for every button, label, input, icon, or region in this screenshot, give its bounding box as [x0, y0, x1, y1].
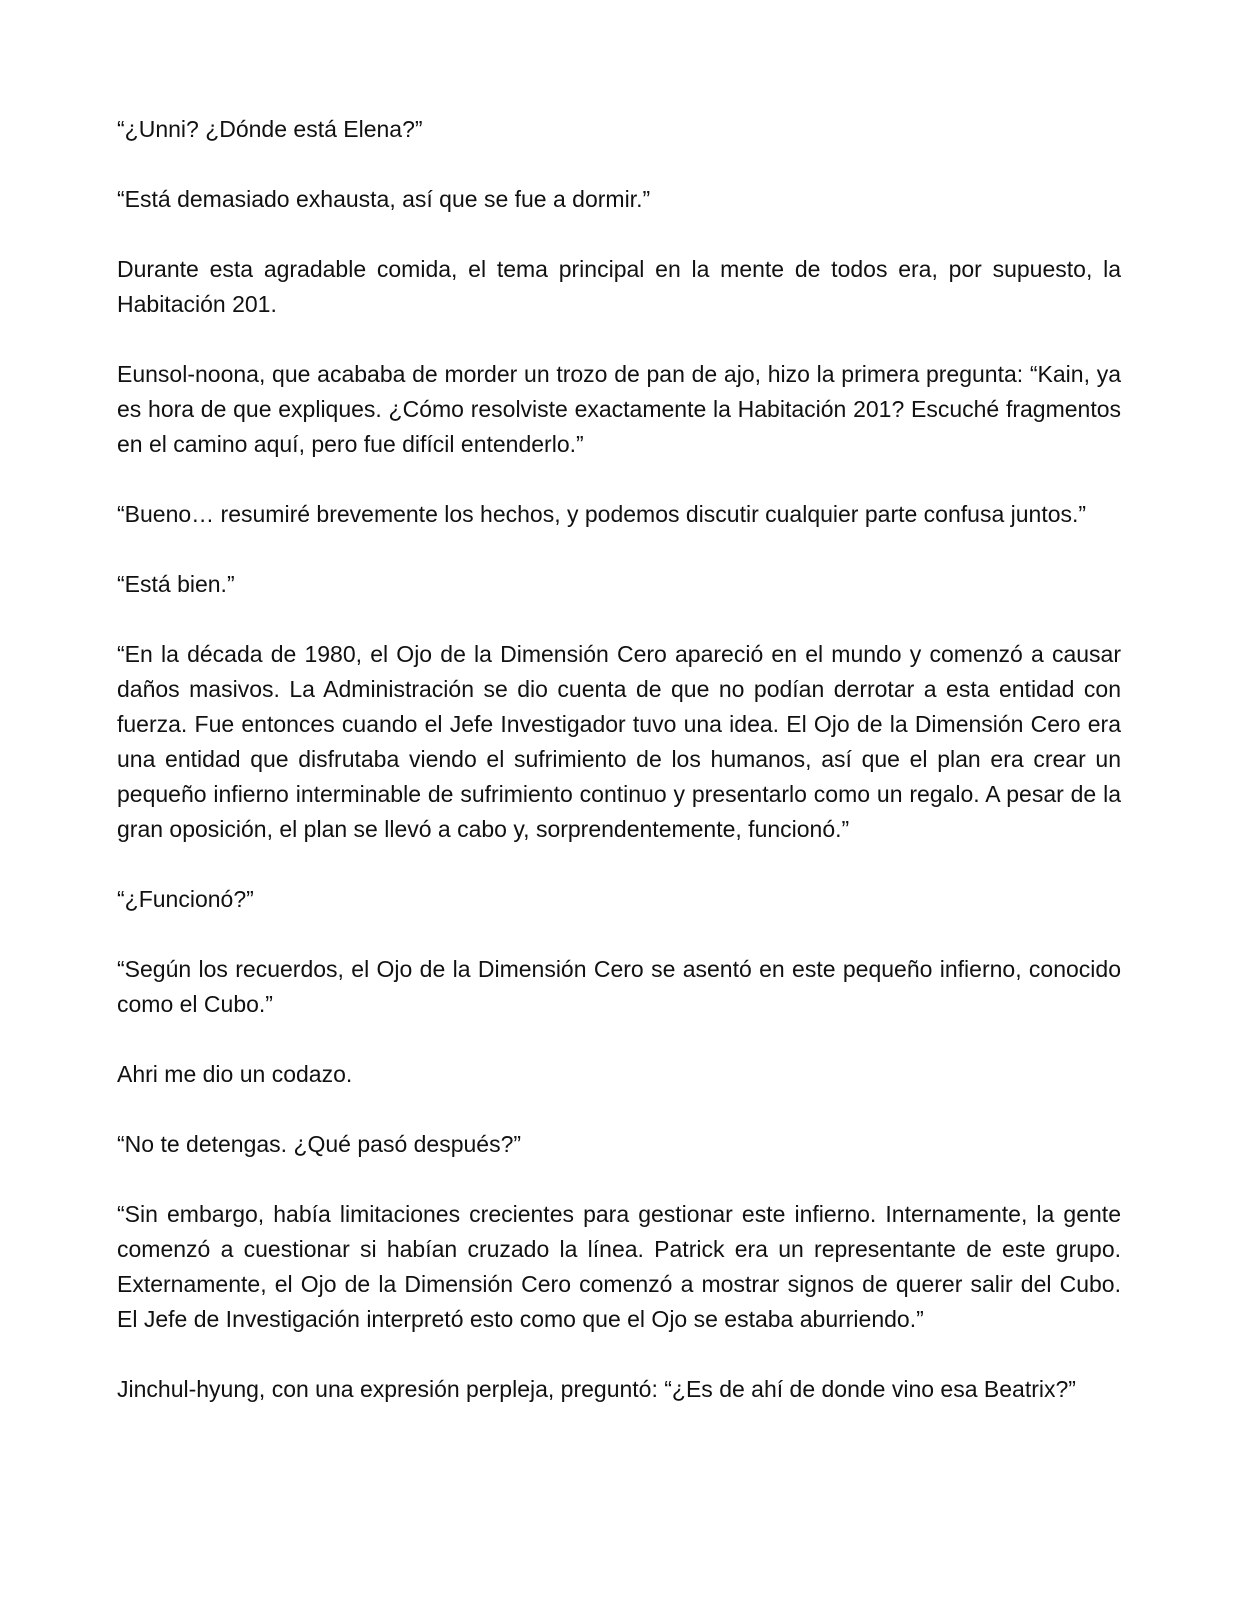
paragraph-9: “Según los recuerdos, el Ojo de la Dimensión Cero se asentó en este pequeño infierno, conocido como el Cubo.”: [117, 956, 1121, 1017]
paragraph-10: Ahri me dio un codazo.: [117, 1061, 353, 1087]
paragraph-8: “¿Funcionó?”: [117, 886, 254, 912]
paragraph-11: “No te detengas. ¿Qué pasó después?”: [117, 1131, 522, 1157]
paragraph-2: “Está demasiado exhausta, así que se fue a dormir.”: [117, 186, 651, 212]
paragraph-6: “Está bien.”: [117, 571, 235, 597]
paragraph-12: “Sin embargo, había limitaciones crecientes para gestionar este infierno. Internamente, la gente comenzó a cuestionar si habían cruzado la línea. Patrick era un representante de este grupo. Externamente, el Ojo de la Dimensión Cero comenzó a mostrar signos de querer salir del Cubo. El Jefe de Investigación interpretó esto como que el Ojo se estaba aburriendo.”: [117, 1201, 1121, 1332]
paragraph-7: “En la década de 1980, el Ojo de la Dimensión Cero apareció en el mundo y comenzó a causar daños masivos. La Administración se dio cuenta de que no podían derrotar a esta entidad con fuerza. Fue entonces cuando el Jefe Investigador tuvo una idea. El Ojo de la Dimensión Cero era una entidad que disfrutaba viendo el sufrimiento de los humanos, así que el plan era crear un pequeño infierno interminable de sufrimiento continuo y presentarlo como un regalo. A pesar de la gran oposición, el plan se llevó a cabo y, sorprendentemente, funcionó.”: [117, 641, 1121, 842]
paragraph-13: Jinchul-hyung, con una expresión perpleja, preguntó: “¿Es de ahí de donde vino esa Beatrix?”: [117, 1376, 1076, 1402]
paragraph-4: Eunsol-noona, que acababa de morder un trozo de pan de ajo, hizo la primera pregunta: “Kain, ya es hora de que expliques. ¿Cómo resolviste exactamente la Habitación 201? Escuché fragmentos en el camino aquí, pero fue difícil entenderlo.”: [117, 361, 1121, 457]
paragraph-1: “¿Unni? ¿Dónde está Elena?”: [117, 116, 423, 142]
paragraph-3: Durante esta agradable comida, el tema principal en la mente de todos era, por supuesto, la Habitación 201.: [117, 256, 1121, 317]
paragraph-5: “Bueno… resumiré brevemente los hechos, y podemos discutir cualquier parte confusa juntos.”: [117, 501, 1087, 527]
document-page: [117, 112, 1121, 1407]
